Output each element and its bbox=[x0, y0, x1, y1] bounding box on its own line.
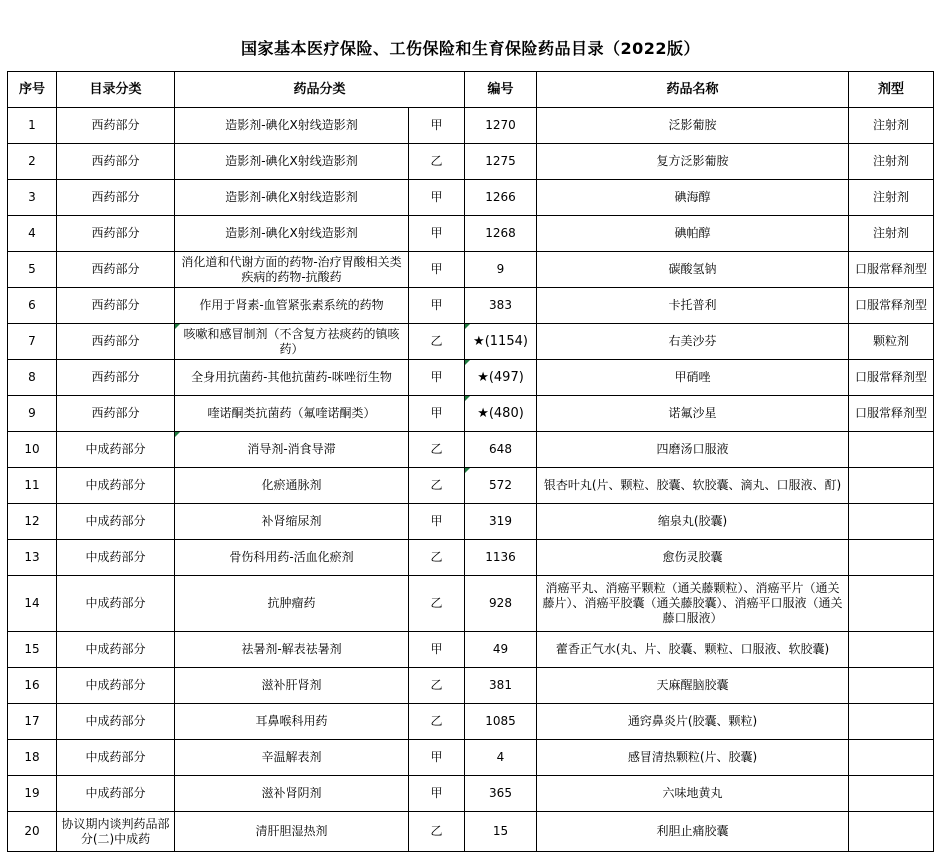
cell-category: 造影剂-碘化X射线造影剂 bbox=[175, 216, 409, 252]
page-title: 国家基本医疗保险、工伤保险和生育保险药品目录（2022版） bbox=[240, 39, 701, 58]
cell-code: ★(497) bbox=[465, 360, 537, 396]
cell-code: 15 bbox=[465, 812, 537, 852]
cell-category: 造影剂-碘化X射线造影剂 bbox=[175, 108, 409, 144]
cell-form bbox=[849, 812, 934, 852]
cell-grade: 乙 bbox=[409, 144, 465, 180]
cell-name: 泛影葡胺 bbox=[537, 108, 849, 144]
table-row bbox=[8, 288, 934, 324]
cell-category: 清肝胆湿热剂 bbox=[175, 812, 409, 852]
cell-catalog: 中成药部分 bbox=[57, 468, 175, 504]
cell-grade: 甲 bbox=[409, 504, 465, 540]
cell-seq: 13 bbox=[8, 540, 57, 576]
cell-grade: 乙 bbox=[409, 324, 465, 360]
cell-name: 感冒清热颗粒(片、胶囊) bbox=[537, 740, 849, 776]
cell-name: 碘海醇 bbox=[537, 180, 849, 216]
header-dosage-form: 剂型 bbox=[849, 72, 934, 108]
cell-form bbox=[849, 704, 934, 740]
cell-catalog: 中成药部分 bbox=[57, 576, 175, 632]
cell-code: ★(480) bbox=[465, 396, 537, 432]
table-row bbox=[8, 216, 934, 252]
cell-form: 口服常释剂型 bbox=[849, 396, 934, 432]
cell-code: 648 bbox=[465, 432, 537, 468]
cell-catalog: 西药部分 bbox=[57, 288, 175, 324]
cell-form bbox=[849, 776, 934, 812]
cell-grade: 甲 bbox=[409, 216, 465, 252]
cell-category: 滋补肾阴剂 bbox=[175, 776, 409, 812]
cell-seq: 17 bbox=[8, 704, 57, 740]
cell-code: 572 bbox=[465, 468, 537, 504]
table-row bbox=[8, 360, 934, 396]
cell-category: 辛温解表剂 bbox=[175, 740, 409, 776]
cell-code: 49 bbox=[465, 632, 537, 668]
cell-grade: 乙 bbox=[409, 540, 465, 576]
cell-code: 1270 bbox=[465, 108, 537, 144]
cell-name: 消癌平丸、消癌平颗粒（通关藤颗粒）、消癌平片（通关藤片）、消癌平胶囊（通关藤胶囊）、消癌平口服液（通关藤口服液） bbox=[537, 576, 849, 632]
header-seq: 序号 bbox=[8, 72, 57, 108]
cell-category: 消化道和代谢方面的药物-治疗胃酸相关类疾病的药物-抗酸药 bbox=[175, 252, 409, 288]
cell-grade: 乙 bbox=[409, 468, 465, 504]
cell-code: 383 bbox=[465, 288, 537, 324]
table-row bbox=[8, 468, 934, 504]
cell-catalog: 西药部分 bbox=[57, 252, 175, 288]
cell-grade: 甲 bbox=[409, 108, 465, 144]
cell-seq: 7 bbox=[8, 324, 57, 360]
table-row bbox=[8, 740, 934, 776]
table-row bbox=[8, 632, 934, 668]
cell-name: 碘帕醇 bbox=[537, 216, 849, 252]
cell-code: ★(1154) bbox=[465, 324, 537, 360]
cell-seq: 12 bbox=[8, 504, 57, 540]
cell-name: 通窍鼻炎片(胶囊、颗粒) bbox=[537, 704, 849, 740]
cell-seq: 2 bbox=[8, 144, 57, 180]
cell-code: 381 bbox=[465, 668, 537, 704]
cell-name: 碳酸氢钠 bbox=[537, 252, 849, 288]
cell-catalog: 中成药部分 bbox=[57, 432, 175, 468]
cell-form bbox=[849, 740, 934, 776]
cell-category: 耳鼻喉科用药 bbox=[175, 704, 409, 740]
cell-category: 化瘀通脉剂 bbox=[175, 468, 409, 504]
cell-form: 注射剂 bbox=[849, 180, 934, 216]
cell-name: 复方泛影葡胺 bbox=[537, 144, 849, 180]
header-drug-name: 药品名称 bbox=[537, 72, 849, 108]
cell-category: 作用于肾素-血管紧张素系统的药物 bbox=[175, 288, 409, 324]
cell-seq: 3 bbox=[8, 180, 57, 216]
cell-grade: 甲 bbox=[409, 180, 465, 216]
table-row bbox=[8, 668, 934, 704]
table-row bbox=[8, 776, 934, 812]
cell-grade: 甲 bbox=[409, 776, 465, 812]
cell-seq: 14 bbox=[8, 576, 57, 632]
cell-grade: 甲 bbox=[409, 396, 465, 432]
cell-seq: 8 bbox=[8, 360, 57, 396]
cell-form: 口服常释剂型 bbox=[849, 288, 934, 324]
cell-seq: 19 bbox=[8, 776, 57, 812]
header-catalog-category: 目录分类 bbox=[57, 72, 175, 108]
cell-category: 消导剂-消食导滞 bbox=[175, 432, 409, 468]
cell-form: 注射剂 bbox=[849, 216, 934, 252]
cell-name: 诺氟沙星 bbox=[537, 396, 849, 432]
header-drug-category: 药品分类 bbox=[175, 72, 465, 108]
cell-code: 365 bbox=[465, 776, 537, 812]
cell-form bbox=[849, 468, 934, 504]
cell-grade: 甲 bbox=[409, 252, 465, 288]
cell-category: 造影剂-碘化X射线造影剂 bbox=[175, 144, 409, 180]
cell-form: 注射剂 bbox=[849, 108, 934, 144]
cell-category: 骨伤科用药-活血化瘀剂 bbox=[175, 540, 409, 576]
cell-catalog: 西药部分 bbox=[57, 396, 175, 432]
cell-seq: 9 bbox=[8, 396, 57, 432]
cell-form bbox=[849, 668, 934, 704]
cell-name: 六味地黄丸 bbox=[537, 776, 849, 812]
cell-catalog: 中成药部分 bbox=[57, 740, 175, 776]
cell-catalog: 中成药部分 bbox=[57, 504, 175, 540]
cell-grade: 甲 bbox=[409, 632, 465, 668]
cell-name: 天麻醒脑胶囊 bbox=[537, 668, 849, 704]
cell-catalog: 西药部分 bbox=[57, 108, 175, 144]
table-row bbox=[8, 252, 934, 288]
cell-seq: 6 bbox=[8, 288, 57, 324]
cell-form bbox=[849, 540, 934, 576]
cell-catalog: 西药部分 bbox=[57, 216, 175, 252]
cell-category: 补肾缩尿剂 bbox=[175, 504, 409, 540]
cell-code: 319 bbox=[465, 504, 537, 540]
cell-catalog: 西药部分 bbox=[57, 360, 175, 396]
cell-catalog: 西药部分 bbox=[57, 324, 175, 360]
cell-grade: 甲 bbox=[409, 740, 465, 776]
cell-category: 喹诺酮类抗菌药（氟喹诺酮类） bbox=[175, 396, 409, 432]
cell-form: 颗粒剂 bbox=[849, 324, 934, 360]
cell-category: 滋补肝肾剂 bbox=[175, 668, 409, 704]
cell-catalog: 中成药部分 bbox=[57, 668, 175, 704]
cell-form: 口服常释剂型 bbox=[849, 252, 934, 288]
cell-name: 右美沙芬 bbox=[537, 324, 849, 360]
cell-grade: 甲 bbox=[409, 288, 465, 324]
cell-code: 1136 bbox=[465, 540, 537, 576]
cell-category: 造影剂-碘化X射线造影剂 bbox=[175, 180, 409, 216]
cell-code: 4 bbox=[465, 740, 537, 776]
cell-name: 四磨汤口服液 bbox=[537, 432, 849, 468]
cell-seq: 5 bbox=[8, 252, 57, 288]
table-row bbox=[8, 540, 934, 576]
cell-form bbox=[849, 504, 934, 540]
cell-grade: 乙 bbox=[409, 576, 465, 632]
cell-seq: 20 bbox=[8, 812, 57, 852]
cell-form bbox=[849, 432, 934, 468]
table-row bbox=[8, 504, 934, 540]
cell-code: 928 bbox=[465, 576, 537, 632]
cell-name: 藿香正气水(丸、片、胶囊、颗粒、口服液、软胶囊) bbox=[537, 632, 849, 668]
cell-catalog: 西药部分 bbox=[57, 180, 175, 216]
cell-name: 缩泉丸(胶囊) bbox=[537, 504, 849, 540]
drug-catalog-table bbox=[7, 71, 934, 852]
cell-seq: 1 bbox=[8, 108, 57, 144]
cell-catalog: 中成药部分 bbox=[57, 704, 175, 740]
table-row bbox=[8, 812, 934, 852]
cell-form: 注射剂 bbox=[849, 144, 934, 180]
cell-grade: 乙 bbox=[409, 812, 465, 852]
cell-name: 卡托普利 bbox=[537, 288, 849, 324]
table-row bbox=[8, 180, 934, 216]
cell-grade: 乙 bbox=[409, 668, 465, 704]
cell-code: 1268 bbox=[465, 216, 537, 252]
table-row bbox=[8, 144, 934, 180]
cell-catalog: 协议期内谈判药品部分(二)中成药 bbox=[57, 812, 175, 852]
cell-name: 愈伤灵胶囊 bbox=[537, 540, 849, 576]
cell-seq: 15 bbox=[8, 632, 57, 668]
cell-form bbox=[849, 632, 934, 668]
cell-catalog: 中成药部分 bbox=[57, 632, 175, 668]
cell-category: 咳嗽和感冒制剂（不含复方祛痰药的镇咳药） bbox=[175, 324, 409, 360]
cell-grade: 乙 bbox=[409, 432, 465, 468]
cell-grade: 乙 bbox=[409, 704, 465, 740]
cell-seq: 16 bbox=[8, 668, 57, 704]
cell-seq: 10 bbox=[8, 432, 57, 468]
table-row bbox=[8, 576, 934, 632]
cell-form: 口服常释剂型 bbox=[849, 360, 934, 396]
cell-code: 1266 bbox=[465, 180, 537, 216]
cell-name: 甲硝唑 bbox=[537, 360, 849, 396]
table-row bbox=[8, 704, 934, 740]
cell-code: 9 bbox=[465, 252, 537, 288]
cell-name: 利胆止痛胶囊 bbox=[537, 812, 849, 852]
cell-name: 银杏叶丸(片、颗粒、胶囊、软胶囊、滴丸、口服液、酊) bbox=[537, 468, 849, 504]
cell-category: 全身用抗菌药-其他抗菌药-咪唑衍生物 bbox=[175, 360, 409, 396]
table-row bbox=[8, 396, 934, 432]
cell-catalog: 西药部分 bbox=[57, 144, 175, 180]
cell-code: 1275 bbox=[465, 144, 537, 180]
cell-form bbox=[849, 576, 934, 632]
table-row bbox=[8, 324, 934, 360]
cell-category: 祛暑剂-解表祛暑剂 bbox=[175, 632, 409, 668]
cell-category: 抗肿瘤药 bbox=[175, 576, 409, 632]
cell-seq: 4 bbox=[8, 216, 57, 252]
header-code: 编号 bbox=[465, 72, 537, 108]
cell-seq: 18 bbox=[8, 740, 57, 776]
cell-catalog: 中成药部分 bbox=[57, 540, 175, 576]
cell-grade: 甲 bbox=[409, 360, 465, 396]
cell-code: 1085 bbox=[465, 704, 537, 740]
table-header-row bbox=[8, 72, 934, 108]
cell-seq: 11 bbox=[8, 468, 57, 504]
table-row bbox=[8, 432, 934, 468]
cell-catalog: 中成药部分 bbox=[57, 776, 175, 812]
table-row bbox=[8, 108, 934, 144]
